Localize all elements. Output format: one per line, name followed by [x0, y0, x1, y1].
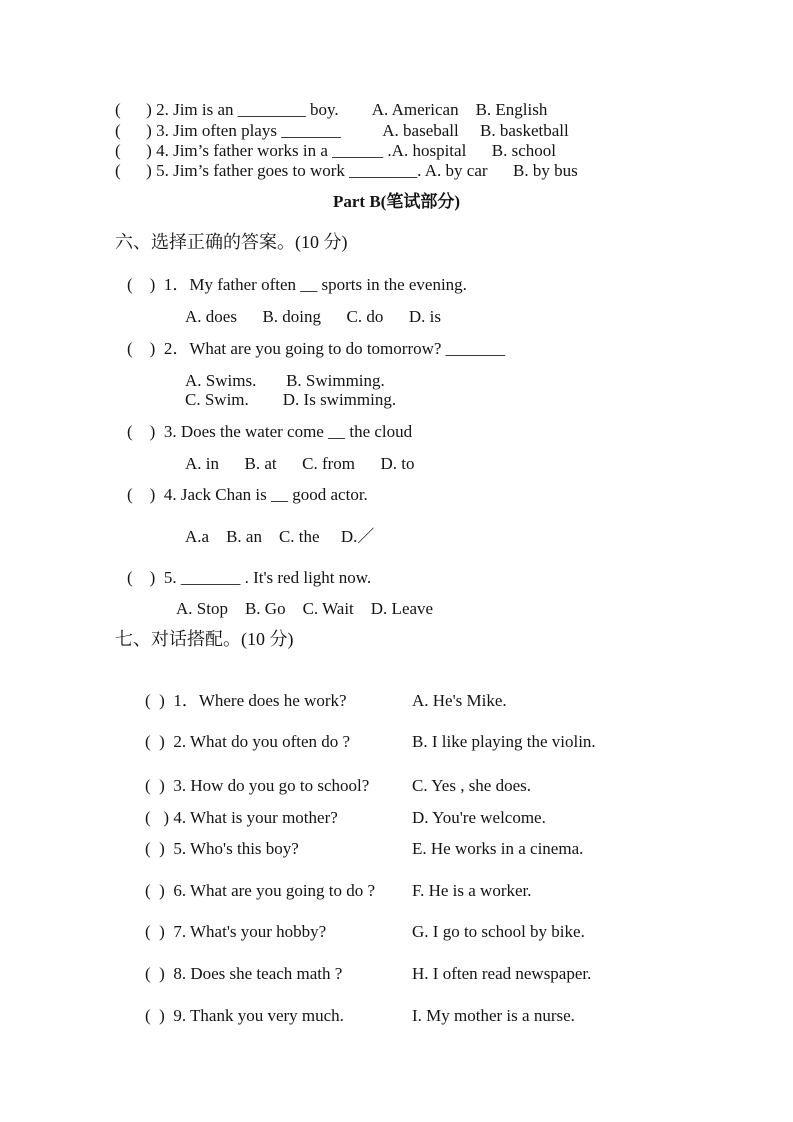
section-seven-title: 七、对话搭配。(10 分)	[115, 629, 294, 649]
match-question-7: ( ) 7. What's your hobby?	[145, 921, 327, 941]
listening-question-line-2: ( ) 2. Jim is an ________ boy. A. American B. English	[115, 100, 548, 119]
six-question-1-options: A. does B. doing C. do D. is	[185, 307, 441, 326]
match-answer-g: G. I go to school by bike.	[412, 921, 585, 941]
match-question-4: ( ) 4. What is your mother?	[145, 807, 338, 827]
match-question-1: ( ) 1．Where does he work?	[145, 690, 347, 710]
match-answer-e: E. He works in a cinema.	[412, 838, 584, 858]
six-question-2: ( ) 2．What are you going to do tomorrow? _______	[127, 339, 506, 358]
listening-question-line-3: ( ) 3. Jim often plays _______ A. baseball B. basketball	[115, 121, 569, 140]
match-question-9: ( ) 9. Thank you very much.	[145, 1005, 344, 1025]
match-answer-i: I. My mother is a nurse.	[412, 1005, 575, 1025]
match-answer-c: C. Yes , she does.	[412, 775, 532, 795]
match-question-8: ( ) 8. Does she teach math ?	[145, 963, 343, 983]
six-question-4-options: A.a B. an C. the D.／	[185, 527, 375, 546]
six-question-4: ( ) 4. Jack Chan is __ good actor.	[127, 485, 368, 504]
match-row-9	[128, 986, 575, 1045]
match-answer-f: F. He is a worker.	[412, 880, 532, 900]
match-question-6: ( ) 6. What are you going to do ?	[145, 880, 376, 900]
six-question-5: ( ) 5. _______ . It's red light now.	[127, 568, 372, 587]
six-question-2-options-cd: C. Swim. D. Is swimming.	[185, 390, 397, 409]
part-b-title: Part B(笔试部分)	[332, 192, 460, 211]
match-question-2: ( ) 2. What do you often do ?	[145, 731, 351, 751]
match-question-3: ( ) 3. How do you go to school?	[145, 775, 370, 795]
match-answer-a: A. He's Mike.	[412, 690, 507, 710]
match-question-5: ( ) 5. Who's this boy?	[145, 838, 299, 858]
six-question-1: ( ) 1．My father often __ sports in the evening.	[127, 275, 467, 294]
six-question-2-options-ab: A. Swims. B. Swimming.	[185, 371, 385, 390]
match-answer-b: B. I like playing the violin.	[412, 731, 596, 751]
listening-question-line-4: ( ) 4. Jim’s father works in a ______ .A. hospital B. school	[115, 141, 557, 160]
six-question-3: ( ) 3. Does the water come __ the cloud	[127, 422, 413, 441]
listening-question-line-5: ( ) 5. Jim’s father goes to work ________. A. by car B. by bus	[115, 161, 578, 180]
six-question-3-options: A. in B. at C. from D. to	[185, 454, 415, 473]
section-six-title: 六、选择正确的答案。(10 分)	[115, 232, 348, 252]
six-question-5-options: A. Stop B. Go C. Wait D. Leave	[176, 599, 434, 618]
match-answer-d: D. You're welcome.	[412, 807, 546, 827]
match-answer-h: H. I often read newspaper.	[412, 963, 592, 983]
